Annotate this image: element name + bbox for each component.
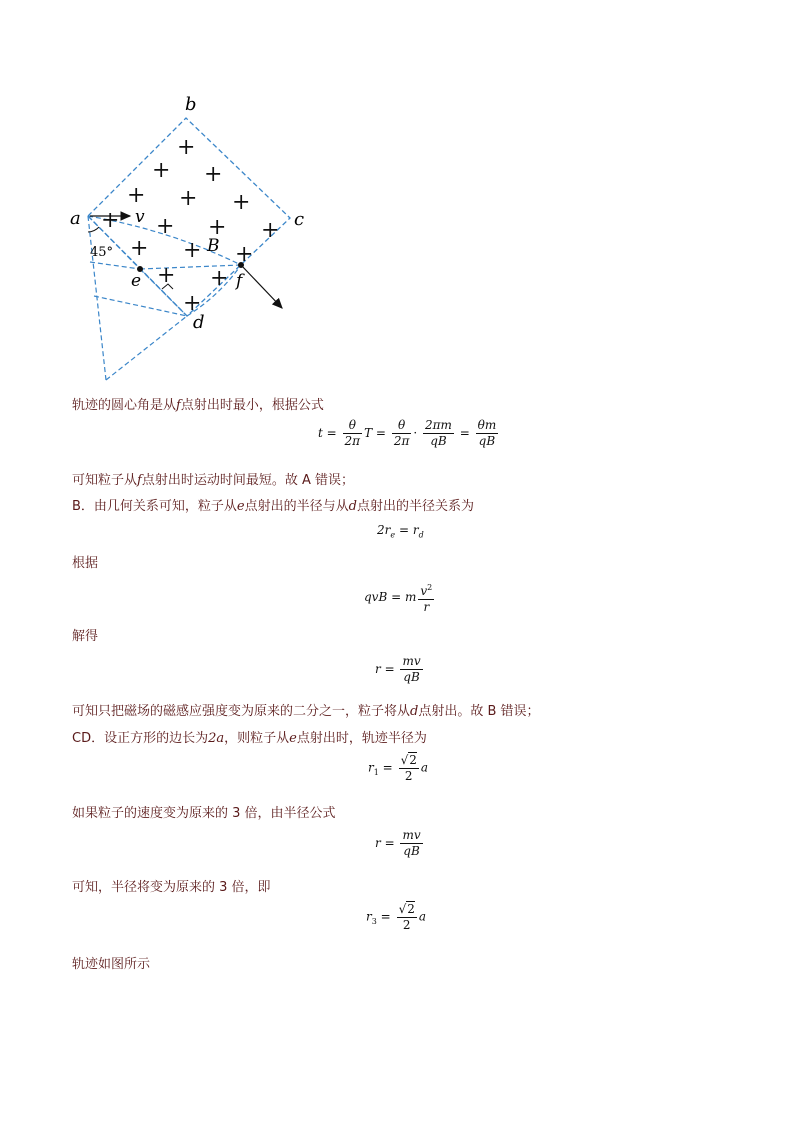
f6-den: qB: [403, 844, 420, 858]
label-c: c: [294, 209, 305, 230]
line-9: 可知，半径将变为原来的 3 倍，即: [72, 880, 271, 895]
line-2-pre: 可知粒子从: [72, 473, 138, 488]
line-6-d: d: [410, 704, 419, 719]
line-7-post: 点射出时，轨迹半径为: [296, 731, 427, 746]
field-plus-sign: +: [235, 242, 254, 267]
f1-t: t: [318, 426, 323, 440]
field-plus-sign: +: [232, 190, 251, 215]
line-7: [72, 727, 427, 746]
f1-frac2-den: 2π: [393, 434, 410, 448]
line-3-pre: B．由几何关系可知，粒子从: [72, 499, 237, 514]
label-a: a: [70, 208, 81, 229]
line-1-post: 点射出时最小，根据公式: [180, 398, 324, 413]
field-plus-sign: +: [208, 215, 227, 240]
f4-den: qB: [403, 670, 420, 684]
line-7-mid: ，则粒子从: [224, 731, 290, 746]
line-2: [72, 469, 354, 488]
f5-sub: 1: [373, 767, 379, 777]
f5-frac: [399, 752, 419, 784]
line-2-post: 点射出时运动时间最短。故 A 错误；: [141, 473, 354, 488]
f1-frac4-den: qB: [478, 434, 496, 448]
field-plus-sign: +: [261, 218, 280, 243]
f1-frac3-num: 2πm: [424, 418, 452, 432]
f1-frac3: [423, 418, 454, 449]
f7-num: √2: [398, 902, 415, 916]
formula-lorentz: [364, 580, 436, 615]
f3-num: [418, 580, 434, 600]
field-plus-sign: +: [204, 162, 223, 187]
f1-frac2-num: θ: [392, 418, 412, 434]
f6-lhs: r: [375, 836, 381, 850]
f5-num-val: 2: [409, 753, 417, 767]
f7-num-val: 2: [407, 902, 415, 916]
f3-frac: [418, 580, 434, 615]
f7-sub: 3: [371, 916, 377, 926]
f2-lhs: 2r: [377, 523, 391, 537]
label-angle: 45°: [90, 245, 114, 260]
line-7-e: e: [289, 731, 297, 746]
label-b: b: [185, 94, 197, 115]
field-plus-sign: +: [130, 236, 149, 261]
f1-frac4: [476, 418, 499, 449]
f7-eq: =: [380, 909, 391, 924]
label-B: B: [207, 236, 220, 256]
formula-radius-relation: [377, 523, 424, 539]
field-plus-sign: +: [127, 183, 146, 208]
geometry-diagram: [60, 90, 380, 390]
f3-den: r: [423, 600, 430, 614]
f2-eq: =: [398, 523, 409, 537]
line-2-f: f: [137, 473, 142, 488]
f1-eq3: =: [459, 426, 470, 440]
line-4: 根据: [72, 556, 99, 571]
formula-r3: [366, 901, 426, 933]
line-3-mid: 点射出的半径与从: [244, 499, 349, 514]
f1-eq1: =: [326, 426, 337, 440]
field-plus-sign: +: [157, 263, 176, 288]
field-plus-sign: +: [179, 186, 198, 211]
f7-den: 2: [402, 918, 411, 932]
f2-rhs-sub: d: [418, 530, 424, 540]
formula-radius-2: [375, 828, 425, 859]
line-1-pre: 轨迹的圆心角是从: [72, 398, 177, 413]
line-6: [72, 700, 540, 719]
line-3-post: 点射出的半径关系为: [356, 499, 474, 514]
f6-eq: =: [384, 836, 395, 850]
f5-lhs: r: [368, 760, 374, 775]
line-7-pre: CD．设正方形的边长为: [72, 731, 209, 746]
f1-frac2: [392, 418, 412, 449]
f4-num: mv: [402, 654, 421, 668]
line-6-post: 点射出。故 B 错误；: [418, 704, 540, 719]
f6-frac: [400, 828, 422, 859]
f1-frac4-num: θm: [477, 418, 497, 432]
field-plus-sign: +: [210, 266, 229, 291]
f3-m: m: [405, 590, 417, 604]
f7-a: a: [418, 909, 427, 924]
f7-lhs: r: [366, 909, 372, 924]
line-10: 轨迹如图所示: [72, 957, 151, 972]
f4-eq: =: [384, 662, 395, 676]
field-plus-signs: [101, 135, 279, 316]
field-plus-sign: +: [183, 238, 202, 263]
field-plus-sign: +: [177, 135, 196, 160]
line-3: [72, 495, 474, 514]
f4-frac: [400, 654, 422, 685]
line-1-f: f: [176, 398, 181, 413]
formula-time: t = $\frac{\theta}{2\pi}$ T = $\frac{\theta}{2\pi}$ · $\frac{2\pi m}{qB}$ = $\frac{\theta m}{qB}$: [318, 418, 497, 448]
field-plus-sign: +: [183, 291, 202, 316]
line-8: 如果粒子的速度变为原来的 3 倍，由半径公式: [72, 806, 336, 821]
formula-r1: [368, 752, 428, 784]
f1-frac1-den: 2π: [344, 434, 361, 448]
line-6-pre: 可知只把磁场的磁感应强度变为原来的二分之一，粒子将从: [72, 704, 411, 719]
f1-frac1: [343, 418, 363, 449]
line-3-e: e: [236, 499, 245, 514]
f1-frac3-den: qB: [430, 434, 447, 448]
f5-eq: =: [382, 760, 393, 775]
f5-den: 2: [404, 769, 413, 783]
label-v: v: [135, 207, 145, 227]
formula-radius: [375, 654, 425, 685]
f5-num: √2: [400, 753, 417, 767]
line-3-d: d: [348, 499, 357, 514]
f3-lhs: qvB: [364, 590, 388, 604]
line-1: [72, 394, 324, 413]
f3-num-sup: 2: [427, 583, 433, 592]
f3-num-v: v: [420, 584, 428, 598]
f1-T: T: [364, 426, 373, 440]
field-plus-sign: +: [101, 208, 120, 233]
f7-frac: [397, 901, 417, 933]
label-f: f: [236, 271, 243, 291]
f2-lhs-sub: e: [390, 530, 396, 540]
f1-frac1-num: θ: [343, 418, 363, 434]
field-plus-sign: +: [156, 214, 175, 239]
exit-velocity-arrow: [241, 265, 282, 308]
f6-num: mv: [402, 828, 421, 842]
line-5: 解得: [72, 629, 99, 644]
label-d: d: [193, 312, 205, 333]
f3-eq: =: [391, 590, 402, 604]
line-7-2a: 2a: [208, 731, 225, 746]
field-plus-sign: +: [152, 158, 171, 183]
f5-a: a: [420, 760, 429, 775]
f1-eq2: =: [375, 426, 386, 440]
label-e: e: [131, 271, 142, 291]
f2-rhs: r: [412, 523, 419, 537]
f4-lhs: r: [375, 662, 381, 676]
